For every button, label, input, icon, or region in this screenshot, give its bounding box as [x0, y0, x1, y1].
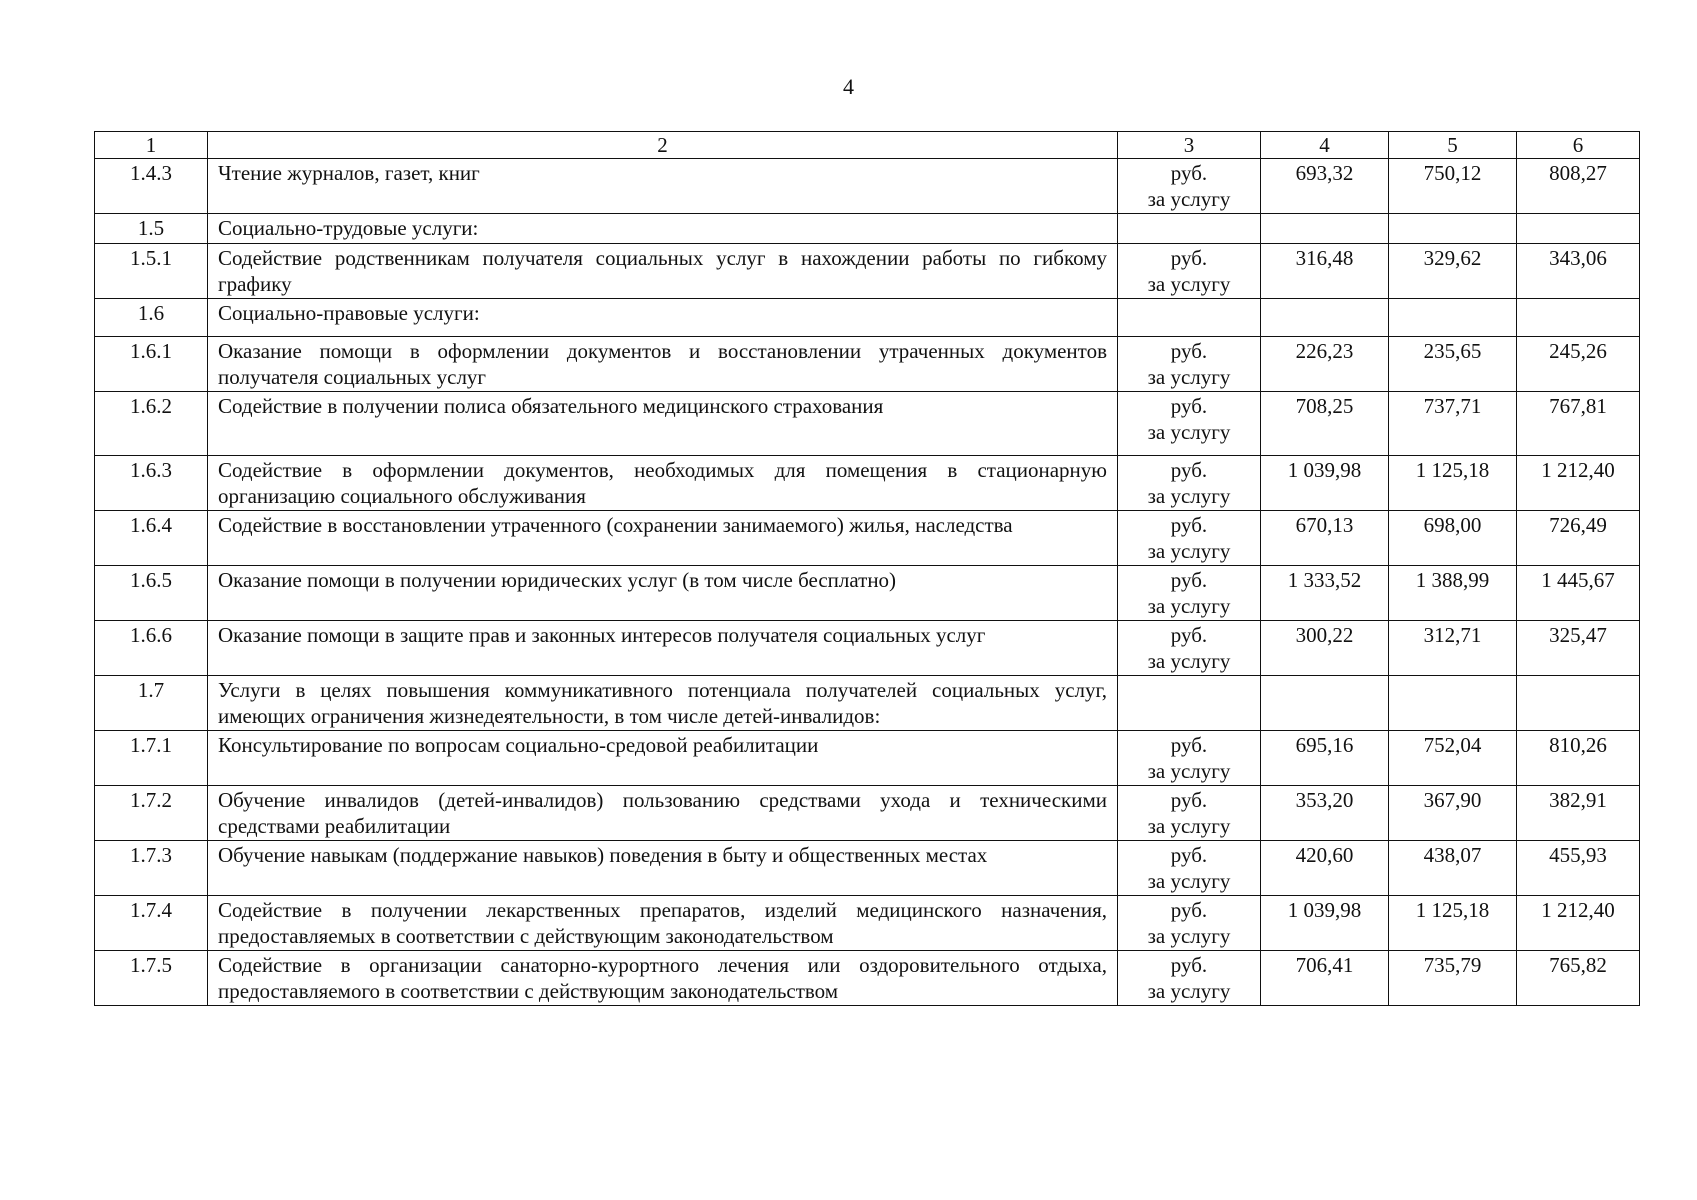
unit-currency: руб. [1170, 953, 1208, 977]
services-price-table [94, 131, 1640, 1006]
unit-currency: руб. [1170, 394, 1208, 418]
table-row [95, 786, 1640, 841]
unit-currency: руб. [1170, 898, 1208, 922]
unit-cell [1118, 159, 1261, 214]
unit-cell [1118, 621, 1261, 676]
price-col-5: 1 388,99 [1389, 566, 1517, 621]
price-col-4 [1261, 299, 1389, 337]
unit-per-service: за услугу [1147, 420, 1231, 444]
unit-cell [1118, 214, 1261, 244]
row-number: 1.7.4 [95, 896, 208, 951]
unit-cell [1118, 896, 1261, 951]
price-col-5: 312,71 [1389, 621, 1517, 676]
unit-cell [1118, 392, 1261, 456]
service-name: Социально-правовые услуги: [208, 299, 1118, 337]
service-name: Содействие в получении полиса обязательного медицинского страхования [208, 392, 1118, 456]
service-name: Содействие в оформлении документов, необходимых для помещения в стационарную организацию социального обслуживания [208, 456, 1118, 511]
unit-cell [1118, 299, 1261, 337]
price-col-5: 735,79 [1389, 951, 1517, 1006]
price-col-5: 698,00 [1389, 511, 1517, 566]
table-row [95, 392, 1640, 456]
table-row [95, 456, 1640, 511]
service-name: Оказание помощи в получении юридических услуг (в том числе бесплатно) [208, 566, 1118, 621]
table-row [95, 951, 1640, 1006]
price-col-6: 1 445,67 [1517, 566, 1640, 621]
unit-cell [1118, 676, 1261, 731]
price-col-6: 382,91 [1517, 786, 1640, 841]
service-name: Обучение инвалидов (детей-инвалидов) пользованию средствами ухода и техническими средствами реабилитации [208, 786, 1118, 841]
price-col-4: 695,16 [1261, 731, 1389, 786]
row-number: 1.7 [95, 676, 208, 731]
row-number: 1.6.6 [95, 621, 208, 676]
price-col-4: 316,48 [1261, 244, 1389, 299]
row-number: 1.6 [95, 299, 208, 337]
unit-currency: руб. [1170, 246, 1208, 270]
table-row [95, 244, 1640, 299]
price-col-4: 226,23 [1261, 337, 1389, 392]
unit-currency: руб. [1170, 339, 1208, 363]
table-row [95, 676, 1640, 731]
price-col-5: 1 125,18 [1389, 456, 1517, 511]
row-number: 1.5 [95, 214, 208, 244]
price-col-6: 1 212,40 [1517, 896, 1640, 951]
price-col-4: 670,13 [1261, 511, 1389, 566]
table-row [95, 896, 1640, 951]
unit-cell [1118, 841, 1261, 896]
unit-per-service: за услугу [1147, 484, 1231, 508]
service-name: Обучение навыкам (поддержание навыков) поведения в быту и общественных местах [208, 841, 1118, 896]
row-number: 1.7.1 [95, 731, 208, 786]
row-number: 1.6.1 [95, 337, 208, 392]
service-name: Чтение журналов, газет, книг [208, 159, 1118, 214]
column-header: 3 [1118, 132, 1261, 159]
price-col-4: 1 039,98 [1261, 896, 1389, 951]
unit-cell [1118, 511, 1261, 566]
row-number: 1.7.2 [95, 786, 208, 841]
unit-currency: руб. [1170, 513, 1208, 537]
price-col-4: 420,60 [1261, 841, 1389, 896]
price-col-4: 353,20 [1261, 786, 1389, 841]
unit-currency: руб. [1170, 733, 1208, 757]
unit-cell [1118, 456, 1261, 511]
unit-cell [1118, 731, 1261, 786]
price-col-5: 329,62 [1389, 244, 1517, 299]
unit-currency: руб. [1170, 568, 1208, 592]
column-header: 6 [1517, 132, 1640, 159]
unit-cell [1118, 566, 1261, 621]
unit-currency: руб. [1170, 458, 1208, 482]
price-col-4 [1261, 676, 1389, 731]
unit-per-service: за услугу [1147, 759, 1231, 783]
price-col-4: 1 039,98 [1261, 456, 1389, 511]
unit-currency: руб. [1170, 843, 1208, 867]
row-number: 1.6.2 [95, 392, 208, 456]
price-col-6: 726,49 [1517, 511, 1640, 566]
page-number: 4 [843, 74, 854, 99]
unit-per-service: за услугу [1147, 979, 1231, 1003]
unit-per-service: за услугу [1147, 814, 1231, 838]
table-row [95, 159, 1640, 214]
service-name: Оказание помощи в оформлении документов и восстановлении утраченных документов получателя социальных услуг [208, 337, 1118, 392]
price-col-4: 1 333,52 [1261, 566, 1389, 621]
price-col-5: 750,12 [1389, 159, 1517, 214]
unit-per-service: за услугу [1147, 594, 1231, 618]
price-col-4: 300,22 [1261, 621, 1389, 676]
price-col-4: 708,25 [1261, 392, 1389, 456]
table-row [95, 566, 1640, 621]
table-row [95, 337, 1640, 392]
price-col-5: 367,90 [1389, 786, 1517, 841]
unit-per-service: за услугу [1147, 649, 1231, 673]
unit-currency: руб. [1170, 623, 1208, 647]
price-col-6: 325,47 [1517, 621, 1640, 676]
row-number: 1.5.1 [95, 244, 208, 299]
unit-currency: руб. [1170, 161, 1208, 185]
unit-currency: руб. [1170, 788, 1208, 812]
price-col-4 [1261, 214, 1389, 244]
row-number: 1.6.4 [95, 511, 208, 566]
table-body [95, 159, 1640, 1006]
service-name: Социально-трудовые услуги: [208, 214, 1118, 244]
service-name: Консультирование по вопросам социально-средовой реабилитации [208, 731, 1118, 786]
unit-per-service: за услугу [1147, 869, 1231, 893]
price-col-6: 245,26 [1517, 337, 1640, 392]
unit-per-service: за услугу [1147, 272, 1231, 296]
unit-cell [1118, 786, 1261, 841]
column-header: 5 [1389, 132, 1517, 159]
price-col-6 [1517, 299, 1640, 337]
price-col-5: 737,71 [1389, 392, 1517, 456]
price-col-4: 706,41 [1261, 951, 1389, 1006]
price-col-5 [1389, 214, 1517, 244]
row-number: 1.6.5 [95, 566, 208, 621]
service-name: Услуги в целях повышения коммуникативного потенциала получателей социальных услуг, имеющих ограничения жизнедеятельности, в том числе детей-инвалидов: [208, 676, 1118, 731]
table-row [95, 841, 1640, 896]
price-col-5: 1 125,18 [1389, 896, 1517, 951]
price-col-6: 1 212,40 [1517, 456, 1640, 511]
price-col-5: 752,04 [1389, 731, 1517, 786]
table-row [95, 731, 1640, 786]
price-col-5: 235,65 [1389, 337, 1517, 392]
service-name: Содействие в организации санаторно-курортного лечения или оздоровительного отдыха, предоставляемого в соответствии с действующим законодательством [208, 951, 1118, 1006]
row-number: 1.7.5 [95, 951, 208, 1006]
price-col-6: 455,93 [1517, 841, 1640, 896]
price-col-6: 808,27 [1517, 159, 1640, 214]
unit-cell [1118, 951, 1261, 1006]
unit-per-service: за услугу [1147, 187, 1231, 211]
column-header: 2 [208, 132, 1118, 159]
unit-per-service: за услугу [1147, 924, 1231, 948]
row-number: 1.7.3 [95, 841, 208, 896]
table-row [95, 621, 1640, 676]
table-row [95, 511, 1640, 566]
table-row [95, 214, 1640, 244]
price-col-5 [1389, 676, 1517, 731]
service-name: Содействие в получении лекарственных препаратов, изделий медицинского назначения, предоставляемых в соответствии с действующим законодательством [208, 896, 1118, 951]
price-col-6 [1517, 676, 1640, 731]
service-name: Содействие родственникам получателя социальных услуг в нахождении работы по гибкому графику [208, 244, 1118, 299]
table-header-row [95, 132, 1640, 159]
unit-per-service: за услугу [1147, 365, 1231, 389]
unit-cell [1118, 244, 1261, 299]
column-header: 4 [1261, 132, 1389, 159]
price-col-6: 767,81 [1517, 392, 1640, 456]
row-number: 1.4.3 [95, 159, 208, 214]
column-header: 1 [95, 132, 208, 159]
price-col-6: 810,26 [1517, 731, 1640, 786]
unit-per-service: за услугу [1147, 539, 1231, 563]
price-col-5: 438,07 [1389, 841, 1517, 896]
table-row [95, 299, 1640, 337]
price-col-4: 693,32 [1261, 159, 1389, 214]
unit-cell [1118, 337, 1261, 392]
row-number: 1.6.3 [95, 456, 208, 511]
price-col-6: 343,06 [1517, 244, 1640, 299]
service-name: Оказание помощи в защите прав и законных интересов получателя социальных услуг [208, 621, 1118, 676]
price-col-6 [1517, 214, 1640, 244]
price-col-5 [1389, 299, 1517, 337]
service-name: Содействие в восстановлении утраченного (сохранении занимаемого) жилья, наследства [208, 511, 1118, 566]
price-col-6: 765,82 [1517, 951, 1640, 1006]
